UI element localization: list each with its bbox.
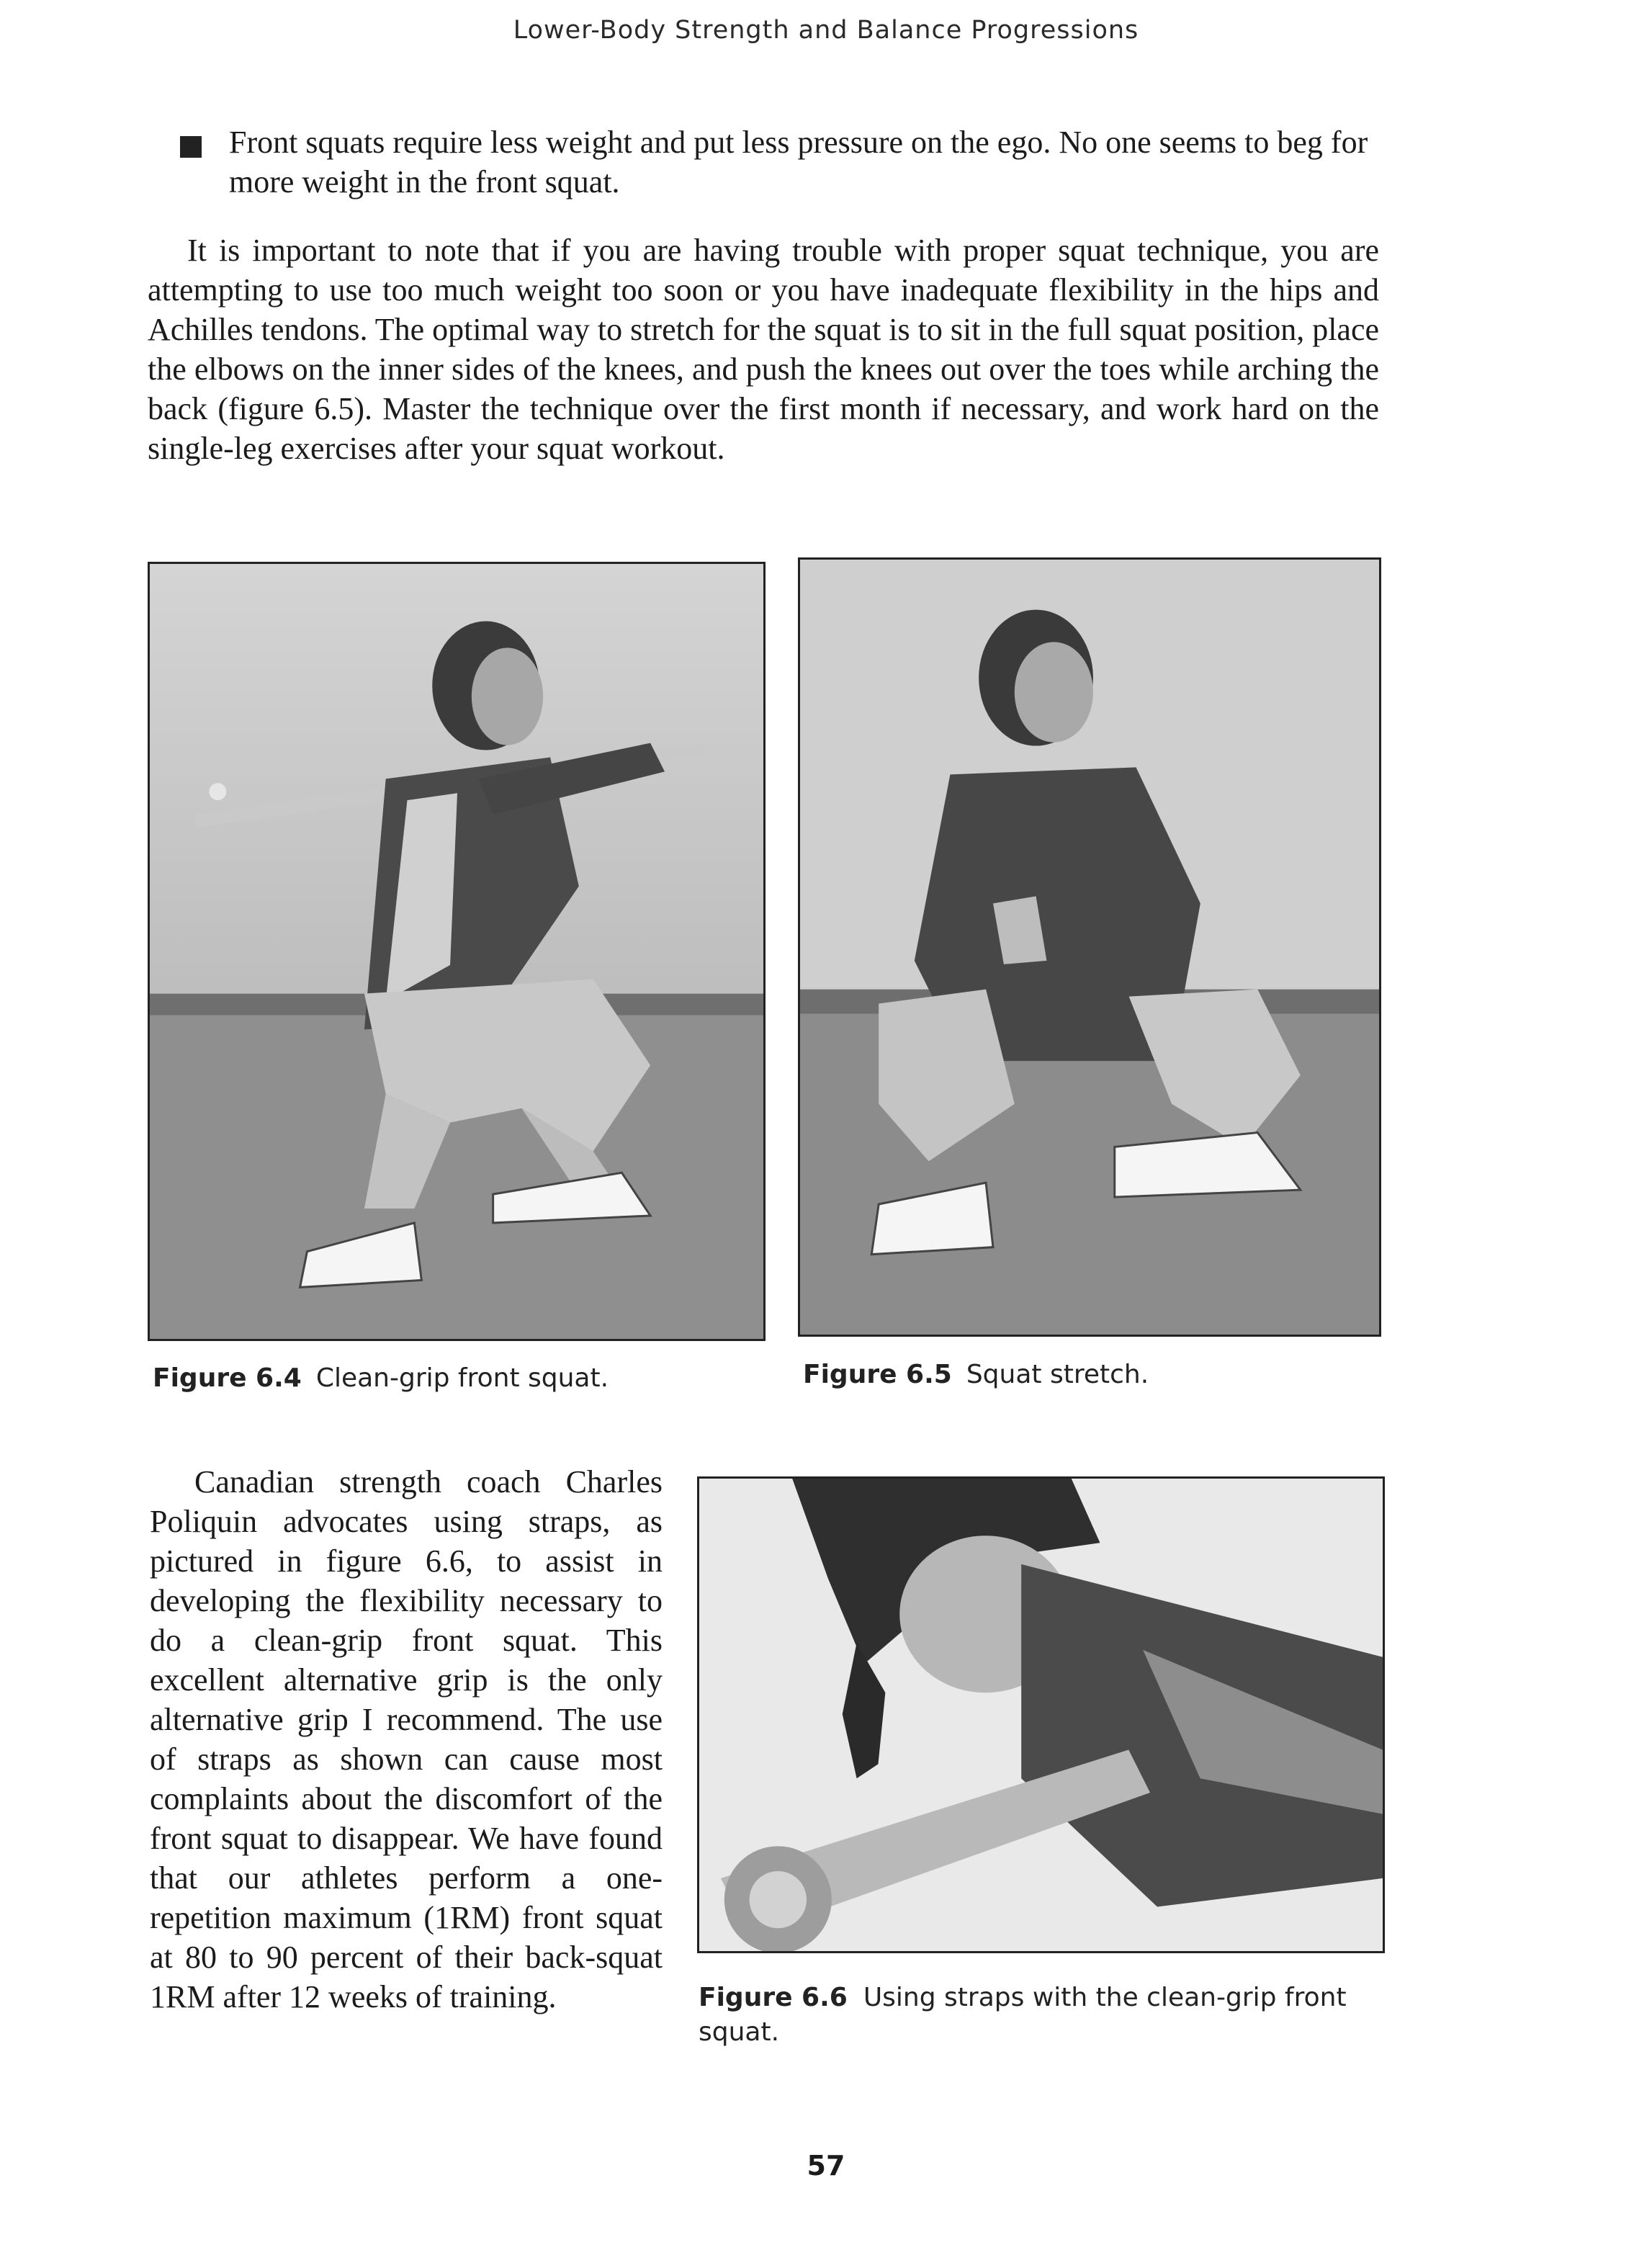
figure-6-6-caption (699, 1981, 1390, 2050)
front-squat-illustration (150, 564, 763, 1339)
figure-6-5-photo (798, 557, 1381, 1337)
figure-6-4-photo (148, 562, 766, 1341)
figure-6-6-caption-text: Using straps with the clean-grip front squat. (699, 1983, 1347, 2047)
straps-grip-illustration (699, 1479, 1383, 1951)
figure-6-4-caption (153, 1363, 609, 1393)
body-paragraph-2: Canadian strength coach Charles Poliquin advocates using straps, as pictured in figure 6.6, to assist in developing the flexibility necessary to do a clean-grip front squat. This excellent alternative grip is the only alternative grip I recommend. The use of straps as shown can cause most complaints about the discomfort of the front squat to disappear. We have found that our athletes perform a one-repetition maximum (1RM) front squat at 80 to 90 percent of their back-squat 1RM after 12 weeks of training. (150, 1464, 663, 2014)
bullet-item (180, 122, 1390, 202)
bullet-text: Front squats require less weight and put less pressure on the ego. No one seems to beg for more weight in the front squat. (229, 125, 1368, 200)
figure-6-5-caption (803, 1360, 1149, 1389)
running-head: Lower-Body Strength and Balance Progressions (513, 16, 1139, 45)
figure-6-6-photo (697, 1476, 1385, 1953)
figure-6-5-label: Figure 6.5 (803, 1360, 952, 1389)
figure-6-5-caption-text: Squat stretch. (966, 1360, 1149, 1389)
body-paragraph-1: It is important to note that if you are having trouble with proper squat technique, you are attempting to use too much weight too soon or you have inadequate flexibility in the hips and Achilles tendons. The optimal way to stretch for the squat is to sit in the full squat position, place the elbows on the inner sides of the knees, and push the knees out over the toes while arching the back (figure 6.5). Master the technique over the first month if necessary, and work hard on the single-leg exercises after your squat workout. (148, 233, 1380, 466)
figure-6-4-caption-text: Clean-grip front squat. (315, 1363, 609, 1393)
page-number: 57 (807, 2150, 845, 2182)
squat-stretch-illustration (800, 560, 1379, 1335)
bullet-square-icon (180, 136, 202, 158)
figure-6-4-label: Figure 6.4 (153, 1363, 302, 1393)
figure-6-6-label: Figure 6.6 (699, 1983, 848, 2012)
